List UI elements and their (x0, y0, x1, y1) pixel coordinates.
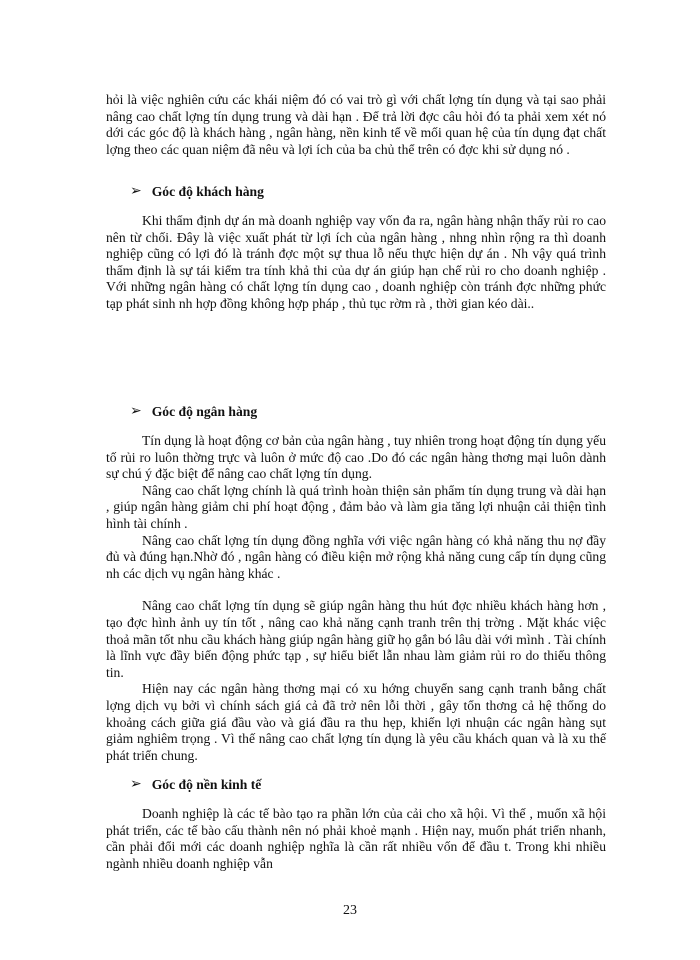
customer-paragraph: Khi thẩm định dự án mà doanh nghiệp vay vốn đa ra, ngân hàng nhận thấy rủi ro cao nên từ chối. Đây là việc xuất phát từ lợi ích của ngân hàng , nhng nhìn rộng ra thì doanh nghiệp cũng có lợi đó là tránh đợc một sự thua lỗ nếu thực hiện dự án . Nh vậy quá trình thẩm định là sự tái kiểm tra tính khả thi của dự án giúp hạn chế rủi ro cho doanh nghiệp . Với những ngân hàng có chất lợng tín dụng cao , doanh nghiệp còn tránh đợc những phức tạp phát sinh nh hợp đồng không hợp pháp , thủ tục rờm rà , thời gian kéo dài.. (106, 213, 606, 311)
arrow-bullet-icon: ➢ (130, 777, 142, 793)
heading-economy-text: Góc độ nền kinh tế (151, 777, 262, 792)
arrow-bullet-icon: ➢ (130, 404, 142, 420)
intro-paragraph: hỏi là việc nghiên cứu các khái niệm đó có vai trò gì với chất lợng tín dụng và tại sao phải nâng cao chất lợng tín dụng trung và dài hạn . Để trả lời đợc câu hỏi đó ta phải xem xét nó dới các góc độ là khách hàng , ngân hàng, nền kinh tế về mối quan hệ của tín dụng đạt chất lợng theo các quan niệm đã nêu và lợi ích của ba chủ thể trên có đợc khi sử dụng nó . (106, 92, 606, 157)
heading-economy (130, 777, 261, 794)
heading-bank (130, 404, 257, 421)
economy-paragraph: Doanh nghiệp là các tế bào tạo ra phần lớn của cải cho xã hội. Vì thế , muốn xã hội phát triển, các tế bào cấu thành nên nó phải khoẻ mạnh . Hiện nay, muốn phát triển nhanh, cần phải đổi mới các doanh nghiệp nghĩa là cần rất nhiều vốn để đầu t. Trong khi nhiều ngành nhiều doanh nghiệp vẫn (106, 806, 606, 871)
section-customer-body (106, 213, 606, 313)
bank-paragraph-5: Hiện nay các ngân hàng thơng mại có xu hớng chuyển sang cạnh tranh bằng chất lợng dịch vụ bởi vì chính sách giá cả đã trở nên lỗi thời , gây tổn thơng cả hệ thống do khoảng cách giữa giá đầu vào và giá đầu ra thu hẹp, khiến lợi nhuận các ngân hàng sụt giảm nghiêm trọng . Vì thế nâng cao chất lợng tín dụng là yêu cầu khách quan và là xu thế phát triển chung. (106, 681, 606, 763)
section-bank-body (106, 433, 606, 764)
heading-bank-text: Góc độ ngân hàng (151, 404, 258, 419)
arrow-bullet-icon: ➢ (130, 184, 142, 200)
heading-customer-text: Góc độ khách hàng (151, 184, 264, 199)
bank-paragraph-1: Tín dụng là hoạt động cơ bản của ngân hàng , tuy nhiên trong hoạt động tín dụng yếu tố rủi ro luôn thờng trực và luôn ở mức độ cao .Do đó các ngân hàng thơng mại luôn dành sự chú ý đặc biệt để nâng cao chất lợng tín dụng. (106, 433, 606, 482)
bank-paragraph-2: Nâng cao chất lợng chính là quá trình hoàn thiện sản phẩm tín dụng trung và dài hạn , giúp ngân hàng giảm chi phí hoạt động , đảm bảo và làm gia tăng lợi nhuận cải thiện tình hình tài chính . (106, 482, 606, 531)
section-economy-body (106, 806, 606, 872)
heading-customer (130, 184, 264, 201)
bank-paragraph-3: Nâng cao chất lợng tín dụng đồng nghĩa với việc ngân hàng có khả năng thu nợ đầy đủ và đúng hạn.Nhờ đó , ngân hàng có điều kiện mở rộng khả năng cung cấp tín dụng cũng nh các dịch vụ ngân hàng khác . (106, 532, 606, 581)
page-number: 23 (343, 903, 357, 918)
bank-paragraph-4: Nâng cao chất lợng tín dụng sẽ giúp ngân hàng thu hút đợc nhiều khách hàng hơn , tạo đợc hình ảnh uy tín tốt , nâng cao khả năng cạnh tranh trên thị trờng . Mặt khác việc thoả mãn tốt nhu cầu khách hàng giúp ngân hàng giữ họ gắn bó lâu dài với mình . Tài chính là lĩnh vực đầy biến động phức tạp , sự hiểu biết lẫn nhau làm giảm rủi ro do thiếu thông tin. (106, 598, 606, 680)
